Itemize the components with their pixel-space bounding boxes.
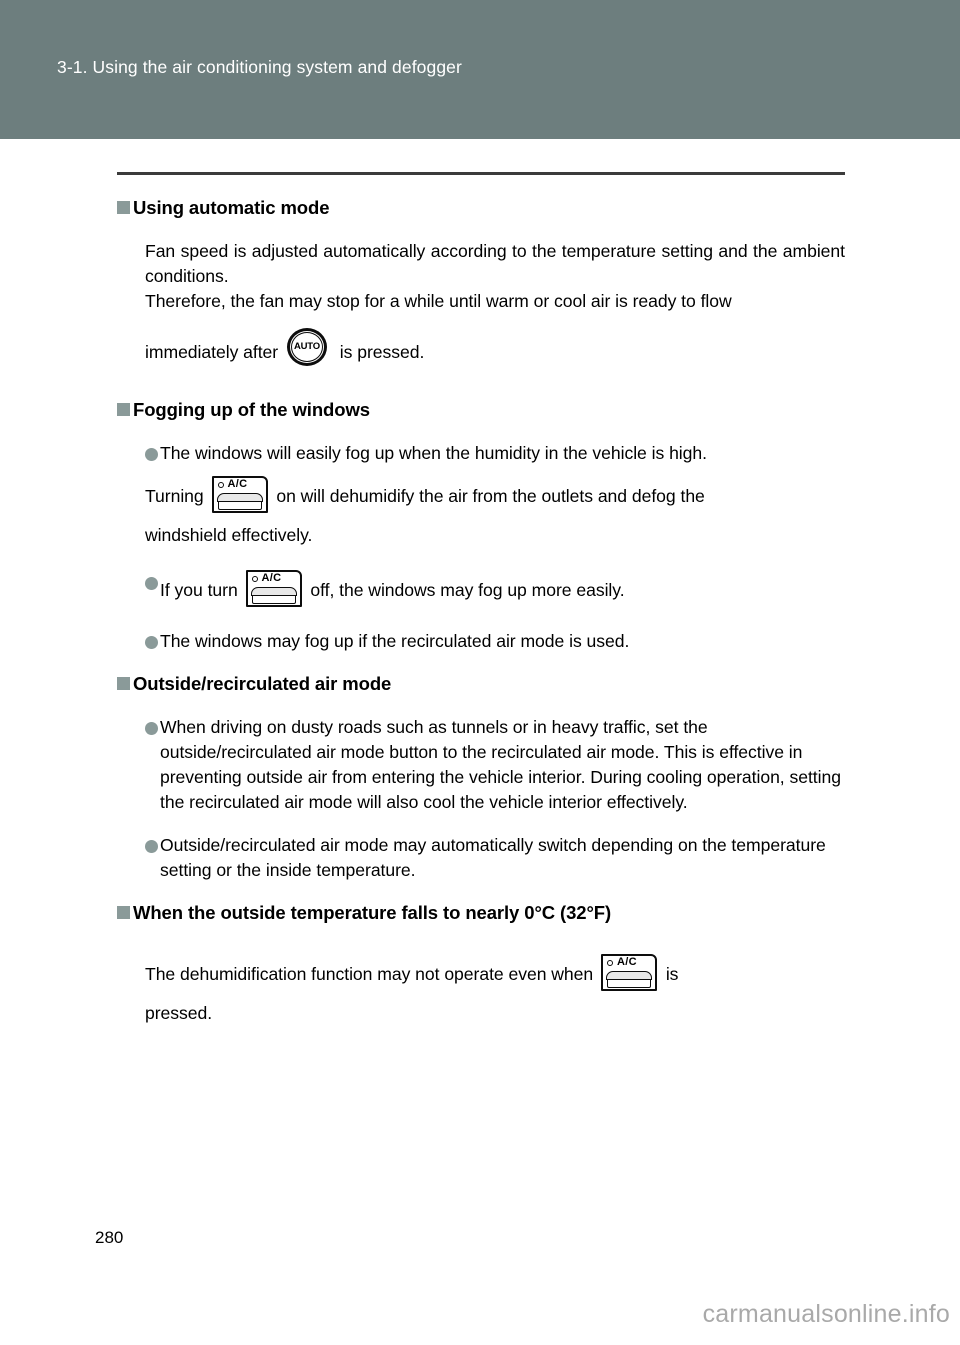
ac-indicator-led-icon — [218, 482, 224, 488]
ac-indicator-led-icon — [252, 576, 258, 582]
section-heading-label: Fogging up of the windows — [133, 399, 370, 421]
auto-icon-label: AUTO — [293, 341, 320, 353]
ac-button-icon — [246, 570, 302, 607]
list-item-body — [160, 629, 845, 654]
section-heading-fogging-up-of-the-windows — [117, 398, 845, 421]
ac-icon-label: A/C — [227, 478, 248, 491]
list-item-text: When driving on dusty roads such as tunnels or in heavy traffic, set the outside/recirculated air mode button to the recirculated air mode. This is effective in preventing outside air from entering the vehicle interior. During cooling operation, setting the recirculated air mode will also cool the vehicle interior effectively. — [160, 717, 841, 813]
paragraph-windshield-effectively — [145, 523, 845, 548]
list-item-body — [160, 833, 845, 883]
paragraph-text-after-icon: on will dehumidify the air from the outlets and defog the — [276, 486, 705, 507]
list-item-text-after-icon: off, the windows may fog up more easily. — [310, 580, 625, 601]
section-heading-outside-temperature-zero — [117, 901, 845, 924]
list-item-text-before-icon: If you turn — [160, 580, 238, 601]
page-number: 280 — [95, 1228, 124, 1247]
list-item-body — [160, 441, 845, 466]
header-divider-rule — [117, 172, 845, 175]
paragraph-text: windshield effectively. — [145, 525, 313, 546]
section-heading-using-automatic-mode — [117, 196, 845, 219]
paragraph-text-before-icon: The dehumidification function may not operate even when — [145, 964, 594, 985]
section-heading-label: Outside/recirculated air mode — [133, 673, 392, 695]
chapter-header-band — [0, 0, 960, 139]
section-heading-label: Using automatic mode — [133, 197, 330, 218]
ac-button-icon — [601, 954, 657, 991]
paragraph-turning-ac-on — [145, 476, 845, 513]
paragraph-dehumidification-function — [145, 954, 845, 991]
round-bullet-icon — [145, 722, 158, 735]
section-heading-outside-recirculated-air-mode — [117, 672, 845, 695]
paragraph-text: pressed. — [145, 1003, 213, 1024]
paragraph-text-before-icon: Turning — [145, 486, 204, 507]
list-item-windows-fog-humidity — [145, 441, 845, 466]
paragraph-fan-speed — [145, 239, 845, 289]
ac-button-icon — [212, 476, 268, 513]
list-item-text: The windows may fog up if the recirculated air mode is used. — [160, 631, 630, 652]
paragraph-text-after-icon: is — [665, 964, 679, 985]
square-bullet-icon — [117, 906, 130, 919]
list-item-body — [160, 570, 845, 607]
page-content — [117, 196, 845, 1026]
ac-rocker-base — [218, 501, 262, 510]
paragraph-text-before-icon: immediately after — [145, 342, 279, 363]
list-item-text: The windows will easily fog up when the humidity in the vehicle is high. — [160, 443, 707, 464]
paragraph-immediately-after — [145, 328, 845, 372]
square-bullet-icon — [117, 201, 130, 214]
paragraph-text-after-icon: is pressed. — [339, 342, 425, 363]
list-item-dusty-roads — [145, 715, 845, 815]
list-item-body — [160, 715, 845, 815]
ac-rocker-base — [607, 979, 651, 988]
round-bullet-icon — [145, 840, 158, 853]
auto-button-icon — [286, 328, 332, 372]
round-bullet-icon — [145, 577, 158, 590]
list-item-recirculated-air-fog — [145, 629, 845, 654]
site-watermark: carmanualsonline.info — [702, 1300, 950, 1328]
round-bullet-icon — [145, 448, 158, 461]
section-heading-label: When the outside temperature falls to nearly 0°C (32°F) — [133, 902, 612, 923]
page-body — [0, 139, 960, 1345]
ac-icon-label: A/C — [616, 956, 637, 969]
paragraph-text: Therefore, the fan may stop for a while until warm or cool air is ready to flow — [145, 291, 732, 312]
chapter-title: 3-1. Using the air conditioning system and defogger — [57, 57, 462, 77]
paragraph-pressed — [145, 1001, 845, 1026]
list-item-text: Outside/recirculated air mode may automatically switch depending on the temperature setting or the inside temperature. — [160, 835, 826, 881]
list-item-if-you-turn-ac-off — [145, 570, 845, 607]
round-bullet-icon — [145, 636, 158, 649]
paragraph-therefore — [145, 289, 845, 314]
ac-icon-label: A/C — [261, 572, 282, 585]
paragraph-text: Fan speed is adjusted automatically according to the temperature setting and the ambient conditions. — [145, 241, 845, 287]
ac-rocker-base — [252, 595, 296, 604]
square-bullet-icon — [117, 403, 130, 416]
square-bullet-icon — [117, 677, 130, 690]
list-item-automatic-switch — [145, 833, 845, 883]
